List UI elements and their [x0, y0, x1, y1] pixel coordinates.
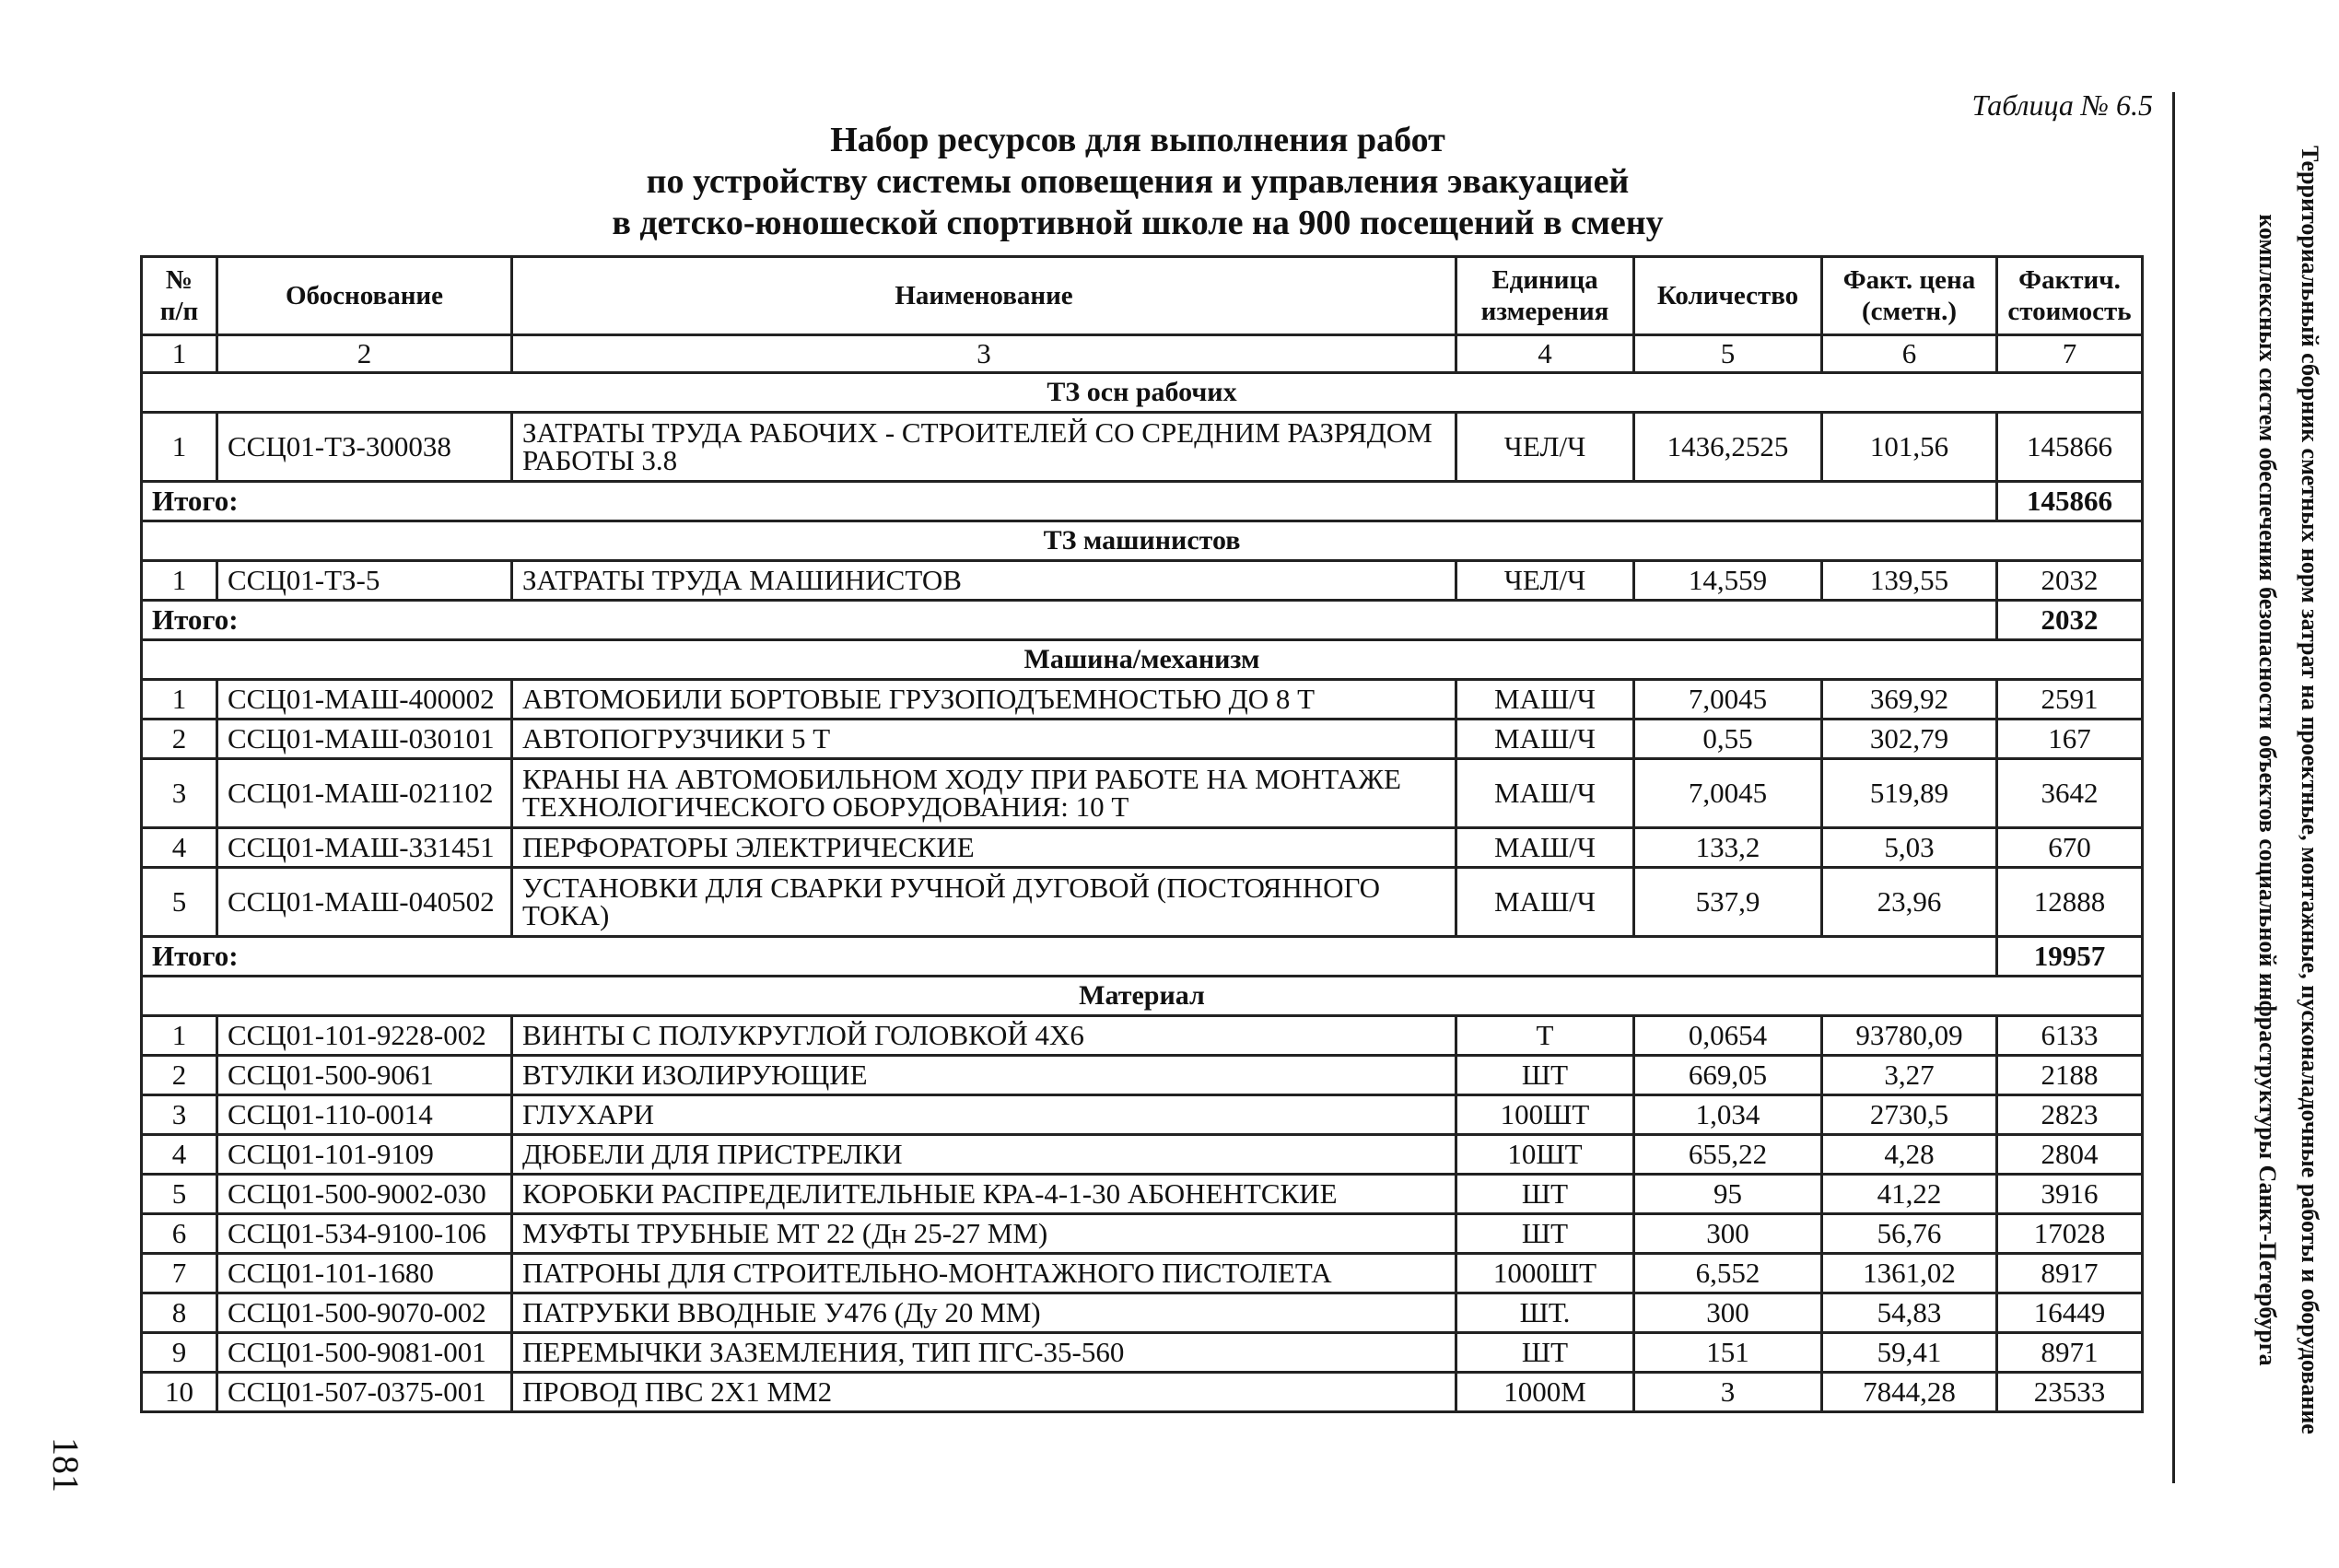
- header-row: [142, 257, 2143, 335]
- row-code: ССЦ01-500-9081-001: [217, 1333, 512, 1373]
- row-quantity: 6,552: [1634, 1254, 1822, 1293]
- row-name: АВТОПОГРУЗЧИКИ 5 Т: [512, 720, 1456, 759]
- section-title: Машина/механизм: [142, 640, 2143, 680]
- row-number: 4: [142, 1135, 217, 1175]
- row-unit: МАШ/Ч: [1456, 828, 1634, 868]
- row-quantity: 300: [1634, 1214, 1822, 1254]
- total-value: 19957: [1997, 937, 2143, 977]
- row-quantity: 7,0045: [1634, 759, 1822, 828]
- section-header-row: [142, 640, 2143, 680]
- row-unit: МАШ/Ч: [1456, 759, 1634, 828]
- row-code: ССЦ01-534-9100-106: [217, 1214, 512, 1254]
- col-number: 2: [217, 335, 512, 373]
- section-title: Материал: [142, 977, 2143, 1016]
- row-price: 41,22: [1822, 1175, 1997, 1214]
- row-unit: 1000ШТ: [1456, 1254, 1634, 1293]
- row-quantity: 151: [1634, 1333, 1822, 1373]
- row-quantity: 95: [1634, 1175, 1822, 1214]
- row-unit: МАШ/Ч: [1456, 680, 1634, 720]
- row-name: МУФТЫ ТРУБНЫЕ МТ 22 (Дн 25-27 ММ): [512, 1214, 1456, 1254]
- row-price: 2730,5: [1822, 1095, 1997, 1135]
- section-header-row: [142, 521, 2143, 561]
- row-quantity: 14,559: [1634, 561, 1822, 601]
- title-line: в детско-юношеской спортивной школе на 900 посещений в смену: [612, 204, 1664, 242]
- side-caption-line: Территориальный сборник сметных норм затрат на проектные, монтажные, пусконаладочные работы и оборудование: [2297, 146, 2323, 1434]
- row-price: 54,83: [1822, 1293, 1997, 1333]
- page-number: 181: [45, 1437, 87, 1492]
- col-number: 7: [1997, 335, 2143, 373]
- side-divider: [2172, 92, 2175, 1483]
- side-caption: [2193, 97, 2339, 1483]
- row-price: 59,41: [1822, 1333, 1997, 1373]
- side-caption-line: комплексных систем обеспечения безопасности объектов социальной инфраструктуры Санкт-Петербурга: [2254, 214, 2281, 1366]
- header-name: Наименование: [512, 257, 1456, 335]
- total-row: [142, 937, 2143, 977]
- row-quantity: 0,0654: [1634, 1016, 1822, 1056]
- row-unit: 100ШТ: [1456, 1095, 1634, 1135]
- row-number: 6: [142, 1214, 217, 1254]
- row-number: 3: [142, 1095, 217, 1135]
- row-name: ПЕРФОРАТОРЫ ЭЛЕКТРИЧЕСКИЕ: [512, 828, 1456, 868]
- row-unit: ШТ: [1456, 1214, 1634, 1254]
- row-cost: 12888: [1997, 868, 2143, 937]
- col-number: 3: [512, 335, 1456, 373]
- row-code: ССЦ01-ТЗ-300038: [217, 413, 512, 482]
- row-unit: ЧЕЛ/Ч: [1456, 413, 1634, 482]
- row-unit: ЧЕЛ/Ч: [1456, 561, 1634, 601]
- row-price: 139,55: [1822, 561, 1997, 601]
- row-unit: МАШ/Ч: [1456, 868, 1634, 937]
- row-cost: 2591: [1997, 680, 2143, 720]
- section-header-row: [142, 373, 2143, 413]
- row-name: АВТОМОБИЛИ БОРТОВЫЕ ГРУЗОПОДЪЕМНОСТЬЮ ДО 8 Т: [512, 680, 1456, 720]
- row-price: 23,96: [1822, 868, 1997, 937]
- table-row: [142, 1373, 2143, 1412]
- total-row: [142, 482, 2143, 521]
- row-number: 3: [142, 759, 217, 828]
- row-name: ЗАТРАТЫ ТРУДА МАШИНИСТОВ: [512, 561, 1456, 601]
- table-row: [142, 1016, 2143, 1056]
- col-number: 1: [142, 335, 217, 373]
- row-code: ССЦ01-507-0375-001: [217, 1373, 512, 1412]
- row-cost: 2823: [1997, 1095, 2143, 1135]
- row-cost: 167: [1997, 720, 2143, 759]
- row-quantity: 1,034: [1634, 1095, 1822, 1135]
- header-cost: Фактич. стоимость: [1997, 257, 2143, 335]
- header-basis: Обоснование: [217, 257, 512, 335]
- table-row: [142, 680, 2143, 720]
- row-name: УСТАНОВКИ ДЛЯ СВАРКИ РУЧНОЙ ДУГОВОЙ (ПОСТОЯННОГО ТОКА): [512, 868, 1456, 937]
- column-number-row: [142, 335, 2143, 373]
- row-cost: 2804: [1997, 1135, 2143, 1175]
- row-number: 4: [142, 828, 217, 868]
- row-price: 369,92: [1822, 680, 1997, 720]
- col-number: 6: [1822, 335, 1997, 373]
- row-unit: ШТ.: [1456, 1293, 1634, 1333]
- table-row: [142, 759, 2143, 828]
- header-price: Факт. цена (сметн.): [1822, 257, 1997, 335]
- row-price: 519,89: [1822, 759, 1997, 828]
- total-value: 2032: [1997, 601, 2143, 640]
- row-name: ПАТРУБКИ ВВОДНЫЕ У476 (Ду 20 ММ): [512, 1293, 1456, 1333]
- row-name: ПРОВОД ПВС 2Х1 ММ2: [512, 1373, 1456, 1412]
- row-price: 302,79: [1822, 720, 1997, 759]
- table-row: [142, 1056, 2143, 1095]
- row-unit: ШТ: [1456, 1333, 1634, 1373]
- table-body: [142, 373, 2143, 1412]
- row-number: 5: [142, 868, 217, 937]
- row-price: 7844,28: [1822, 1373, 1997, 1412]
- row-code: ССЦ01-ТЗ-5: [217, 561, 512, 601]
- row-code: ССЦ01-МАШ-040502: [217, 868, 512, 937]
- row-cost: 8971: [1997, 1333, 2143, 1373]
- table-row: [142, 1095, 2143, 1135]
- row-cost: 16449: [1997, 1293, 2143, 1333]
- row-cost: 2188: [1997, 1056, 2143, 1095]
- row-cost: 17028: [1997, 1214, 2143, 1254]
- section-title: ТЗ машинистов: [142, 521, 2143, 561]
- table-row: [142, 1333, 2143, 1373]
- header-qty: Количество: [1634, 257, 1822, 335]
- section-title: ТЗ осн рабочих: [142, 373, 2143, 413]
- section-header-row: [142, 977, 2143, 1016]
- row-name: ПАТРОНЫ ДЛЯ СТРОИТЕЛЬНО-МОНТАЖНОГО ПИСТОЛЕТА: [512, 1254, 1456, 1293]
- row-number: 1: [142, 680, 217, 720]
- row-price: 1361,02: [1822, 1254, 1997, 1293]
- row-cost: 8917: [1997, 1254, 2143, 1293]
- table-row: [142, 561, 2143, 601]
- row-code: ССЦ01-МАШ-400002: [217, 680, 512, 720]
- row-cost: 3642: [1997, 759, 2143, 828]
- resources-table: [140, 255, 2144, 1413]
- row-unit: 1000М: [1456, 1373, 1634, 1412]
- table-row: [142, 1214, 2143, 1254]
- row-name: ВТУЛКИ ИЗОЛИРУЮЩИЕ: [512, 1056, 1456, 1095]
- row-name: ЗАТРАТЫ ТРУДА РАБОЧИХ - СТРОИТЕЛЕЙ СО СРЕДНИМ РАЗРЯДОМ РАБОТЫ 3.8: [512, 413, 1456, 482]
- total-label: Итого:: [142, 482, 1997, 521]
- row-name: ВИНТЫ С ПОЛУКРУГЛОЙ ГОЛОВКОЙ 4Х6: [512, 1016, 1456, 1056]
- row-unit: Т: [1456, 1016, 1634, 1056]
- total-value: 145866: [1997, 482, 2143, 521]
- row-quantity: 300: [1634, 1293, 1822, 1333]
- row-name: ГЛУХАРИ: [512, 1095, 1456, 1135]
- total-row: [142, 601, 2143, 640]
- row-code: ССЦ01-101-1680: [217, 1254, 512, 1293]
- col-number: 5: [1634, 335, 1822, 373]
- row-quantity: 3: [1634, 1373, 1822, 1412]
- row-unit: МАШ/Ч: [1456, 720, 1634, 759]
- row-code: ССЦ01-МАШ-021102: [217, 759, 512, 828]
- row-quantity: 669,05: [1634, 1056, 1822, 1095]
- row-quantity: 7,0045: [1634, 680, 1822, 720]
- row-number: 2: [142, 1056, 217, 1095]
- header-unit: Единица измерения: [1456, 257, 1634, 335]
- table-row: [142, 1175, 2143, 1214]
- col-number: 4: [1456, 335, 1634, 373]
- table-row: [142, 1293, 2143, 1333]
- row-code: ССЦ01-500-9061: [217, 1056, 512, 1095]
- row-price: 5,03: [1822, 828, 1997, 868]
- row-quantity: 537,9: [1634, 868, 1822, 937]
- row-name: КОРОБКИ РАСПРЕДЕЛИТЕЛЬНЫЕ КРА-4-1-30 АБОНЕНТСКИЕ: [512, 1175, 1456, 1214]
- table-label: Таблица № 6.5: [1971, 88, 2153, 122]
- row-cost: 23533: [1997, 1373, 2143, 1412]
- row-number: 10: [142, 1373, 217, 1412]
- table-row: [142, 413, 2143, 482]
- row-price: 4,28: [1822, 1135, 1997, 1175]
- row-code: ССЦ01-МАШ-331451: [217, 828, 512, 868]
- row-price: 3,27: [1822, 1056, 1997, 1095]
- row-unit: ШТ: [1456, 1175, 1634, 1214]
- row-number: 9: [142, 1333, 217, 1373]
- row-code: ССЦ01-101-9109: [217, 1135, 512, 1175]
- row-price: 101,56: [1822, 413, 1997, 482]
- row-cost: 670: [1997, 828, 2143, 868]
- row-name: ПЕРЕМЫЧКИ ЗАЗЕМЛЕНИЯ, ТИП ПГС-35-560: [512, 1333, 1456, 1373]
- row-unit: ШТ: [1456, 1056, 1634, 1095]
- row-cost: 6133: [1997, 1016, 2143, 1056]
- total-label: Итого:: [142, 601, 1997, 640]
- row-number: 1: [142, 1016, 217, 1056]
- total-label: Итого:: [142, 937, 1997, 977]
- table-row: [142, 868, 2143, 937]
- row-code: ССЦ01-110-0014: [217, 1095, 512, 1135]
- row-number: 1: [142, 413, 217, 482]
- row-code: ССЦ01-500-9070-002: [217, 1293, 512, 1333]
- table-row: [142, 1254, 2143, 1293]
- row-code: ССЦ01-500-9002-030: [217, 1175, 512, 1214]
- table-row: [142, 828, 2143, 868]
- row-number: 7: [142, 1254, 217, 1293]
- header-num: № п/п: [142, 257, 217, 335]
- title-line: Набор ресурсов для выполнения работ: [830, 121, 1445, 159]
- row-quantity: 133,2: [1634, 828, 1822, 868]
- row-code: ССЦ01-101-9228-002: [217, 1016, 512, 1056]
- title-line: по устройству системы оповещения и управления эвакуацией: [646, 162, 1630, 201]
- row-price: 56,76: [1822, 1214, 1997, 1254]
- document-title: [138, 120, 2137, 244]
- row-price: 93780,09: [1822, 1016, 1997, 1056]
- row-code: ССЦ01-МАШ-030101: [217, 720, 512, 759]
- table-row: [142, 720, 2143, 759]
- row-name: КРАНЫ НА АВТОМОБИЛЬНОМ ХОДУ ПРИ РАБОТЕ НА МОНТАЖЕ ТЕХНОЛОГИЧЕСКОГО ОБОРУДОВАНИЯ: 10 Т: [512, 759, 1456, 828]
- row-quantity: 1436,2525: [1634, 413, 1822, 482]
- table-row: [142, 1135, 2143, 1175]
- row-cost: 3916: [1997, 1175, 2143, 1214]
- row-number: 2: [142, 720, 217, 759]
- row-cost: 2032: [1997, 561, 2143, 601]
- row-number: 1: [142, 561, 217, 601]
- row-quantity: 0,55: [1634, 720, 1822, 759]
- row-quantity: 655,22: [1634, 1135, 1822, 1175]
- row-number: 5: [142, 1175, 217, 1214]
- row-name: ДЮБЕЛИ ДЛЯ ПРИСТРЕЛКИ: [512, 1135, 1456, 1175]
- row-unit: 10ШТ: [1456, 1135, 1634, 1175]
- row-number: 8: [142, 1293, 217, 1333]
- row-cost: 145866: [1997, 413, 2143, 482]
